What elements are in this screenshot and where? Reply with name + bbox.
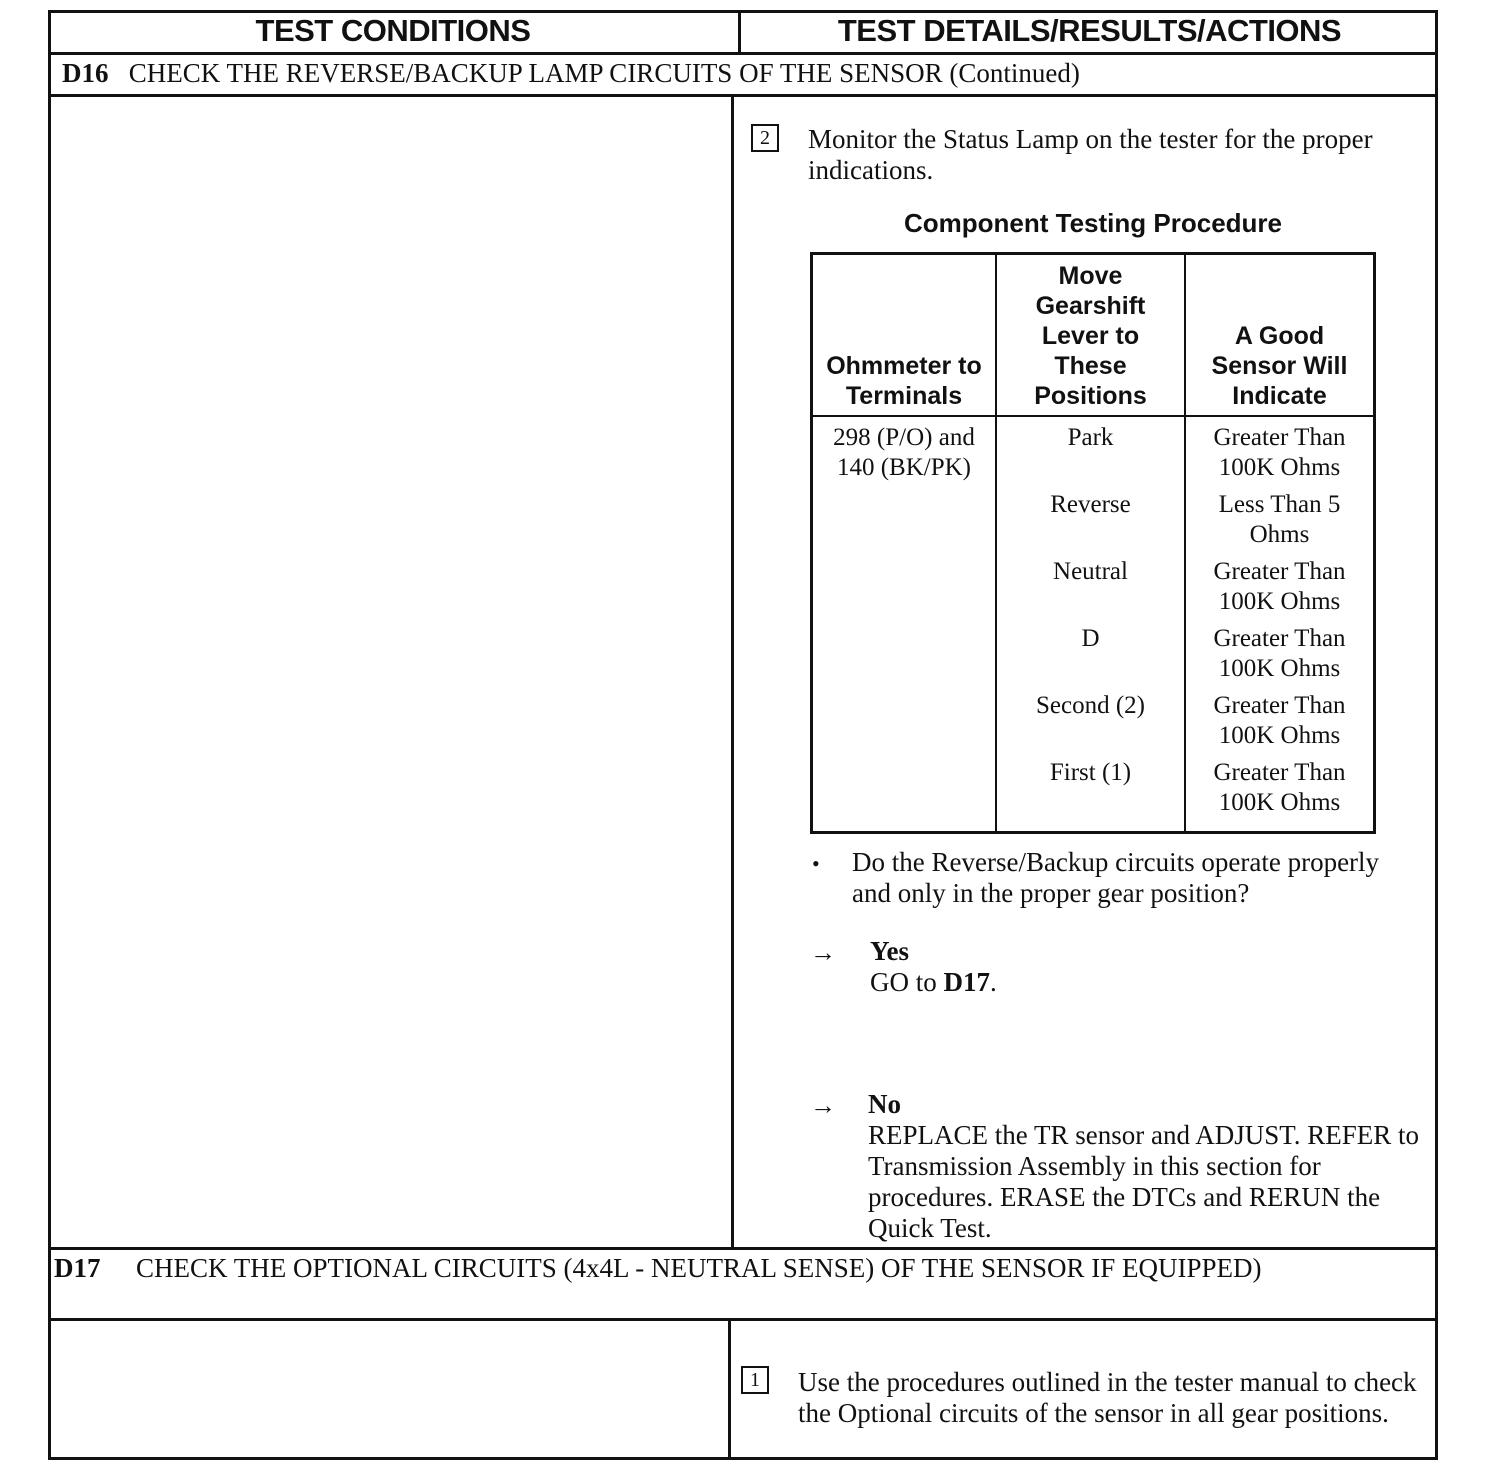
table-cell-position: Second (2)	[1036, 692, 1145, 719]
no-arrow-icon: →	[810, 1091, 836, 1120]
yes-label: Yes	[870, 936, 909, 966]
d16-title-divider	[48, 94, 1438, 97]
table-header-terminals: Ohmmeter to Terminals	[812, 254, 997, 417]
header-divider	[48, 52, 1438, 55]
yes-arrow-icon: →	[810, 938, 836, 967]
yes-action	[870, 967, 1370, 998]
no-choice	[868, 1089, 1428, 1244]
table-cell-indication: Less Than 5 Ohms	[1218, 491, 1341, 548]
d16-question: Do the Reverse/Backup circuits operate properly and only in the proper gear position?	[852, 847, 1380, 908]
d16-column-divider	[731, 94, 734, 1249]
d16-step-id: D16	[62, 58, 109, 88]
table-cell-position: Neutral	[1053, 558, 1128, 585]
header-test-conditions: TEST CONDITIONS	[255, 13, 531, 48]
no-action: REPLACE the TR sensor and ADJUST. REFER to Transmission Assembly in this section for procedures. ERASE the DTCs and RERUN the Quick Test.	[868, 1120, 1420, 1243]
table-cell-terminals: 298 (P/O) and 140 (BK/PK)	[812, 416, 997, 833]
table-header-indication: A Good Sensor Will Indicate	[1185, 254, 1375, 417]
table-cell-indication: Greater Than 100K Ohms	[1213, 625, 1346, 682]
table-cell-position: D	[1081, 625, 1100, 652]
table-cell-indication: Greater Than 100K Ohms	[1213, 692, 1346, 749]
procedure-title: Component Testing Procedure	[904, 208, 1282, 238]
d17-step-number-box: 1	[741, 1366, 769, 1394]
table-cell-position: First (1)	[1049, 759, 1132, 786]
d16-step-text: Monitor the Status Lamp on the tester for the proper indications.	[808, 124, 1373, 185]
table-cell-position: Park	[1067, 424, 1114, 451]
no-label: No	[868, 1089, 901, 1119]
d17-title-divider	[48, 1318, 1438, 1321]
d17-step-id: D17	[54, 1253, 101, 1283]
table-cell-indication: Greater Than 100K Ohms	[1213, 759, 1346, 816]
yes-choice	[870, 936, 1370, 998]
d17-column-divider	[728, 1318, 731, 1460]
d16-step-number-box: 2	[751, 124, 779, 152]
d17-step-text: Use the procedures outlined in the tester manual to check the Optional circuits of the sensor in all gear positions.	[798, 1367, 1417, 1428]
table-column-indications	[1185, 416, 1375, 833]
table-cell-indication: Greater Than 100K Ohms	[1213, 558, 1346, 615]
component-testing-table	[810, 252, 1376, 834]
yes-action-prefix: GO to	[870, 967, 944, 997]
bullet-icon: •	[812, 851, 820, 876]
table-column-positions	[996, 416, 1185, 833]
table-cell-indication: Greater Than 100K Ohms	[1213, 424, 1346, 481]
yes-action-suffix: .	[990, 967, 997, 997]
yes-action-target: D17	[943, 967, 990, 997]
d17-title-text: CHECK THE OPTIONAL CIRCUITS (4x4L - NEUTRAL SENSE) OF THE SENSOR IF EQUIPPED)	[136, 1253, 1262, 1283]
table-cell-position: Reverse	[1050, 491, 1131, 518]
header-test-details: TEST DETAILS/RESULTS/ACTIONS	[837, 13, 1342, 48]
d16-title-text: CHECK THE REVERSE/BACKUP LAMP CIRCUITS OF THE SENSOR (Continued)	[128, 58, 1080, 88]
table-header-positions: Move Gearshift Lever to These Positions	[996, 254, 1185, 417]
d16-section-title	[62, 58, 1080, 89]
d17-section-title	[54, 1253, 1304, 1284]
d17-top-divider	[48, 1247, 1438, 1250]
